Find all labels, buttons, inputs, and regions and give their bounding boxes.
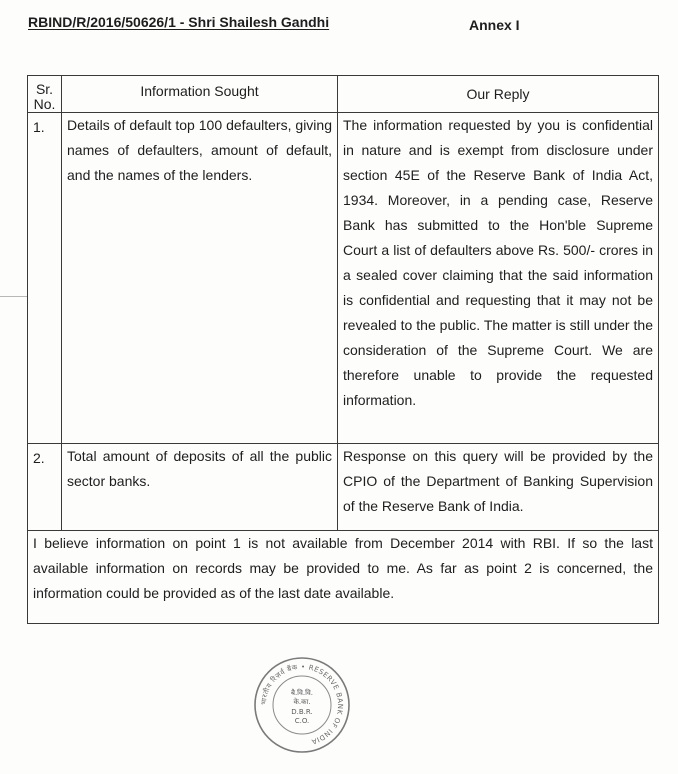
- row-our-reply: Response on this query will be provided by the CPIO of the Department of Banking Supervision of the Reserve Bank of India.: [338, 444, 659, 531]
- annex-label: Annex I: [469, 17, 520, 33]
- seal-line: D.B.R.: [291, 708, 313, 716]
- rti-reply-table: [27, 75, 659, 624]
- applicant-note: I believe information on point 1 is not available from December 2014 with RBI. If so the last available information on records may be provided to me. As far as point 2 is concerned, the information could be provided as of the last date available.: [28, 531, 659, 624]
- table-row: [28, 444, 659, 531]
- row-information-sought: Details of default top 100 defaulters, giving names of defaulters, amount of default, and the names of the lenders.: [62, 113, 338, 444]
- row-sr-number: 2.: [28, 444, 62, 531]
- scan-artifact-line: [0, 296, 27, 297]
- row-information-sought: Total amount of deposits of all the public sector banks.: [62, 444, 338, 531]
- table-row: [28, 113, 659, 444]
- rbi-dbr-seal-stamp: [252, 655, 352, 755]
- seal-line: C.O.: [294, 717, 310, 725]
- seal-ring-text: भारतीय रिज़र्व बैंक • RESERVE BANK OF INDIA: [259, 662, 345, 746]
- column-header-sr-no: Sr. No.: [28, 76, 62, 113]
- row-sr-number: 1.: [28, 113, 62, 444]
- column-header-information-sought: Information Sought: [62, 76, 338, 113]
- seal-line: के.का.: [293, 698, 311, 706]
- row-our-reply: The information requested by you is confidential in nature and is exempt from disclosure under section 45E of the Reserve Bank of India Act, 1934. Moreover, in a pending case, Reserve Bank has submitted to the Hon'ble Supreme Court a list of defaulters above Rs. 500/- crores in a sealed cover claiming that the said information is confidential and requesting that it may not be revealed to the public. The matter is still under the consideration of the Supreme Court. We are therefore unable to provide the requested information.: [338, 113, 659, 444]
- table-header-row: [28, 76, 659, 113]
- applicant-note-row: [28, 531, 659, 624]
- reference-number: RBIND/R/2016/50626/1 - Shri Shailesh Gandhi: [28, 14, 330, 30]
- column-header-our-reply: Our Reply: [338, 76, 659, 113]
- seal-line: बै.वि.वि.: [290, 689, 314, 697]
